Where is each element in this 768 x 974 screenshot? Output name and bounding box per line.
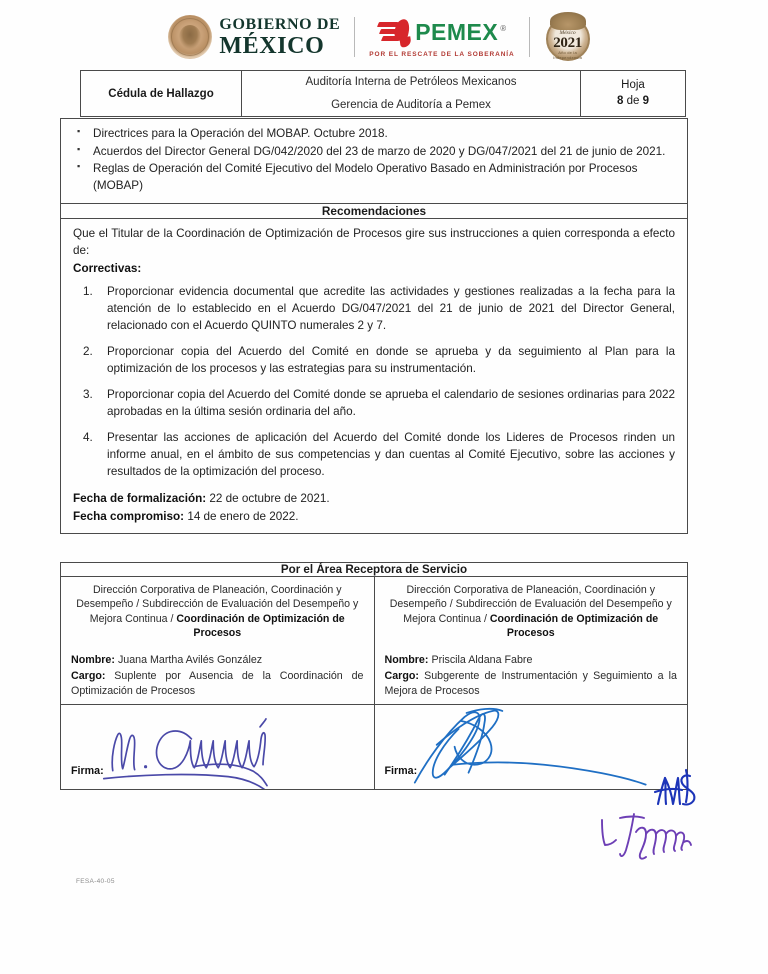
pemex-logo-row (377, 17, 506, 49)
signature-left-position: Suplente por Ausencia de la Coordinación de Optimización de Procesos (71, 669, 364, 697)
recommendations-intro: Que el Titular de la Coordinación de Optimización de Procesos gire sus instrucciones a quien corresponda a efecto de: (73, 227, 675, 258)
signature-section-title: Por el Área Receptora de Servicio (61, 563, 688, 577)
dates-block (73, 490, 675, 525)
list-item: Presentar las acciones de aplicación del Acuerdo del Comité donde los Lideres de Procesos rinden un informe anual, en el ámbito de sus competencias y dan cuentas al Comité Ejecutivo, sobre las acciones y resultados de la optimización del proceso. (107, 431, 675, 479)
pemex-logo (369, 17, 514, 58)
fecha-formalizacion-label: Fecha de formalización: (73, 492, 207, 506)
logo-divider-1 (354, 17, 355, 57)
signature-field-left[interactable] (61, 705, 375, 790)
signature-block-right (374, 577, 688, 705)
gobierno-de-mexico-logo (168, 15, 340, 59)
signature-left-fields (61, 643, 374, 705)
table-row (81, 71, 686, 117)
header-page-number (581, 71, 686, 117)
reference-bullet-list (73, 126, 675, 194)
medal-top-text: México (559, 30, 576, 36)
signature-right-name: Priscila Aldana Fabre (431, 653, 533, 666)
cargo-label: Cargo: (71, 669, 106, 682)
handwritten-signature-left (61, 705, 373, 789)
signature-right-position: Subgerente de Instrumentación y Seguimiento a la Mejora de Procesos (384, 669, 677, 697)
pemex-tagline: POR EL RESCATE DE LA SOBERANÍA (369, 50, 515, 58)
fecha-compromiso-label: Fecha compromiso: (73, 509, 185, 523)
signature-left-name-row (71, 653, 364, 668)
signature-field-right[interactable] (374, 705, 688, 790)
fecha-compromiso-row (73, 508, 675, 526)
references-cell (61, 119, 688, 204)
signature-left-org-plain: Dirección Corporativa de Planeación, Coordinación y Desempeño / Subdirección de Evaluación del Desempeño y Mejora Continua / (76, 584, 359, 625)
list-item: Proporcionar evidencia documental que acredite las actividades y gestiones realizadas a la fecha para la atención de lo establecido en el Acuerdo DG/047/2021 del 21 de junio de 2021 del Director General, relacionado con el Acuerdo QUINTO numerales 2 y 7. (107, 285, 675, 333)
list-item: Proporcionar copia del Acuerdo del Comité donde se aprueba el calendario de sesiones ordinarias para 2022 aprobadas en la última sesión ordinaria del año. (107, 388, 675, 419)
table-row-references (61, 119, 688, 204)
handwritten-signature-bottom (596, 812, 696, 864)
signature-left-org (61, 577, 374, 643)
signature-left-org-bold: Coordinación de Optimización de Procesos (176, 612, 345, 640)
signature-right-position-row (385, 669, 678, 699)
page-label: Hoja (621, 79, 645, 92)
signature-left-name: Juana Martha Avilés González (117, 653, 263, 666)
medal-year-text: 2021 (553, 35, 582, 51)
header-doc-title: Cédula de Hallazgo (81, 71, 242, 117)
signature-table (60, 562, 688, 790)
pemex-eagle-icon (377, 17, 411, 49)
list-item: ▪ Reglas de Operación del Comité Ejecutivo del Modelo Operativo Basado en Administración por Procesos (MOBAP) (73, 161, 675, 194)
logo-divider-2 (529, 17, 530, 57)
table-row-signature-header (61, 563, 688, 577)
firma-label-left: Firma: (71, 765, 104, 778)
page-separator: de (626, 94, 640, 107)
table-row-signature-lines (61, 705, 688, 790)
gobierno-line-1: GOBIERNO DE (219, 15, 341, 33)
page-total: 9 (642, 94, 649, 107)
recommendations-list (73, 284, 675, 481)
fecha-formalizacion-value: 22 de octubre de 2021. (209, 492, 330, 506)
table-row-signature-orgs (61, 577, 688, 705)
signature-right-org-plain: Dirección Corporativa de Planeación, Coordinación y Desempeño / Subdirección de Evaluación del Desempeño y Mejora Continua / (389, 584, 672, 625)
header-organization (242, 71, 581, 117)
logo-header-bar (80, 8, 680, 66)
page-current: 8 (616, 94, 624, 107)
document-body-table (60, 118, 688, 534)
correctivas-label: Correctivas: (73, 262, 142, 276)
document-header-table (80, 70, 686, 117)
list-item: ▪ Acuerdos del Director General DG/042/2020 del 23 de marzo de 2020 y DG/047/2021 del 21 de junio de 2021. (73, 144, 675, 161)
cargo-label: Cargo: (384, 669, 419, 682)
signature-right-name-row (385, 653, 678, 668)
fecha-formalizacion-row (73, 490, 675, 508)
signature-right-fields (375, 643, 688, 705)
nombre-label: Nombre: (71, 653, 115, 666)
pemex-registered-mark: ® (500, 24, 507, 34)
form-code-footer: FESA-40-05 (76, 878, 115, 885)
recomendaciones-section-title: Recomendaciones (61, 204, 688, 219)
signature-block-left (61, 577, 375, 705)
page-counter (587, 94, 679, 110)
gobierno-logo-text (219, 17, 340, 58)
list-item: Proporcionar copia del Acuerdo del Comité en donde se aprueba y da seguimiento al Plan para la optimización de los procesos y las estrategias para su instrumentación. (107, 345, 675, 376)
handwritten-signature-right (375, 705, 687, 789)
mexico-eagle-seal-icon (168, 15, 212, 59)
nombre-label: Nombre: (384, 653, 429, 666)
pemex-wordmark (415, 19, 506, 46)
header-org-line-2: Gerencia de Auditoría a Pemex (331, 98, 491, 111)
signature-right-org-bold: Coordinación de Optimización de Procesos (489, 612, 659, 640)
medal-sub-text: Año de la Independencia (553, 50, 583, 60)
header-org-line-1: Auditoría Interna de Petróleos Mexicanos (305, 76, 517, 88)
table-row-recommendations (61, 219, 688, 534)
mexico-2021-medal-icon (544, 12, 592, 62)
list-item: ▪ Directrices para la Operación del MOBAP. Octubre 2018. (73, 126, 675, 143)
fecha-compromiso-value: 14 de enero de 2022. (187, 509, 299, 523)
pemex-word-text: PEMEX (415, 19, 499, 45)
table-row-section-header (61, 204, 688, 219)
signature-left-position-row (71, 669, 364, 699)
firma-label-right: Firma: (384, 765, 418, 778)
recommendations-cell (61, 219, 688, 534)
gobierno-line-2: MÉXICO (219, 32, 325, 59)
signature-right-org (375, 577, 688, 643)
